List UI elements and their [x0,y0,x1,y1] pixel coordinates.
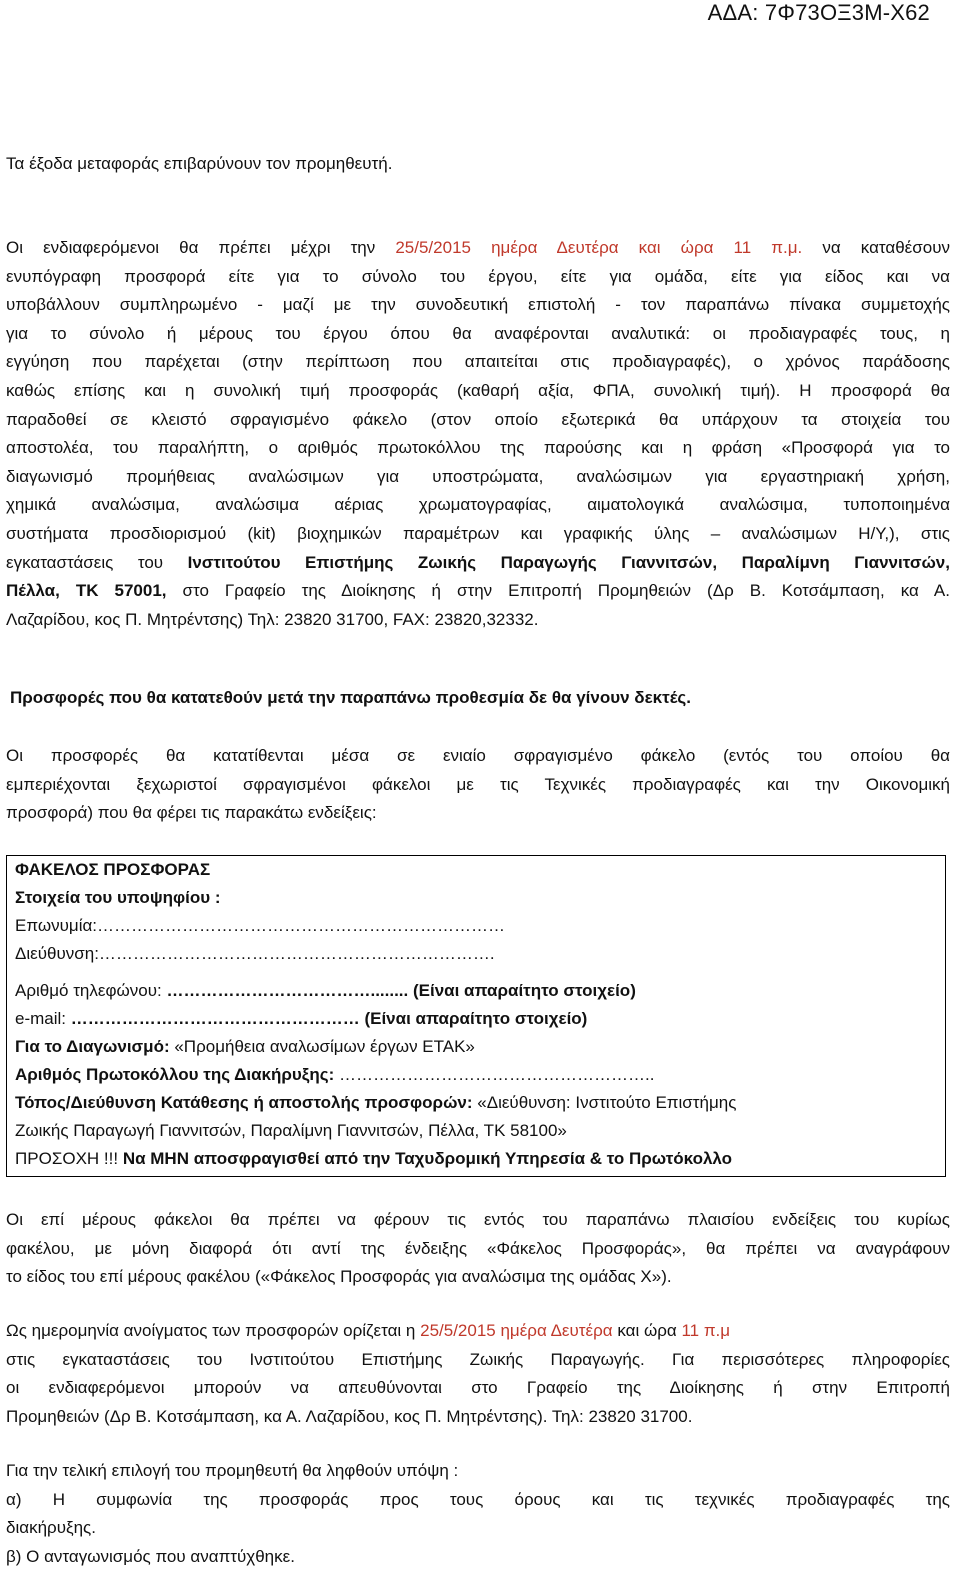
institute-name: Ινστιτούτου Επιστήμης Ζωικής Παραγωγής Γιαννιτσών, Παραλίμνη Γιαννιτσών, [187,552,950,572]
submission-place-field-cont: Ζωικής Παραγωγή Γιαννιτσών, Παραλίμνη Γιαννιτσών, Πέλλα, ΤΚ 58100» [15,1121,567,1140]
attention-note: ΠΡΟΣΟΧΗ !!! Να ΜΗΝ αποσφραγισθεί από την Ταχυδρομική Υπηρεσία & το Πρωτόκολλο [15,1149,733,1168]
protocol-number-field: Αριθμός Πρωτοκόλλου της Διακήρυξης: ……………………………………………….. [15,1065,655,1084]
submission-place-field: Τόπος/Διεύθυνση Κατάθεσης ή αποστολής προσφορών: «Διεύθυνση: Ινστιτούτο Επιστήμης [15,1093,737,1112]
deadline-date: 25/5/2015 ημέρα Δευτέρα και ώρα 11 π.μ. [395,238,803,257]
phone-field: Αριθμό τηλεφώνου: ………………………………........ (Είναι απαραίτητο στοιχείο) [15,981,636,1000]
offer-envelope-box [6,855,946,1177]
submission-paragraph: Οι ενδιαφερόμενοι θα πρέπει μέχρι την 25/5/2015 ημέρα Δευτέρα και ώρα 11 π.μ. να καταθέσουν ενυπόγραφη προσφορά είτε για το σύνολο του έργου, είτε για ομάδα, είτε για είδος και να υποβάλλουν συμπληρωμένο - μαζί με την συνοδευτική επιστολή - τον παραπάνω πίνακα συμμετοχής για το σύνολο ή μέρους του έργου όπου θα αναφέρονται αναλυτικά: οι προδιαγραφές τους, η εγγύηση που παρέχεται (στην περίπτωση που απαιτείται στις προδιαγραφές), ο χρόνος παράδοσης καθώς επίσης και η συνολική τιμή προσφοράς (καθαρή αξία, ΦΠΑ, συνολική τιμή). Η προσφορά θα παραδοθεί σε κλειστό σφραγισμένο φάκελο (στον οποίο εξωτερικά θα υπάρχουν τα στοιχεία του αποστολέα, του παραλήπτη, ο αριθμός πρωτοκόλλου της παρούσης και η φράση «Προσφορά για το διαγωνισμό προμήθειας αναλώσιμων για υποστρώματα, αναλώσιμων για εργαστηριακή χρήση, χημικά αναλώσιμα, αναλώσιμα αέριας χρωματογραφίας, αιματολογικά αναλώσιμα, τυποποιημένα συστήματα προσδιορισμού (kit) βιοχημικών παραμέτρων και γραφικής ύλης – αναλώσιμων Η/Υ,), στις εγκαταστάσεις του Ινστιτούτου Επιστήμης Ζωικής Παραγωγής Γιαννιτσών, Παραλίμνη Γιαννιτσών, Πέλλα, ΤΚ 57001, στο Γραφείο της Διοίκησης ή στην Επιτροπή Προμηθειών (Δρ Β. Κοτσάμπαση, κα Α. Λαζαρίδου, κος Π. Μητρέντσης) Τηλ: 23820 31700, FAX: 23820,32332. [6,238,951,629]
address-field: Διεύθυνση:……………………………………………………………. [15,944,495,963]
ada-code: ΑΔΑ: 7Φ73ΟΞ3Μ-Χ62 [707,0,930,25]
opening-date-paragraph: Ως ημερομηνία ανοίγματος των προσφορών ορίζεται η 25/5/2015 ημέρα Δευτέρα και ώρα 11 π.μ στις εγκαταστάσεις του Ινστιτούτου Επιστήμης Ζωικής Παραγωγής. Για περισσότερες πληροφορίες οι ενδιαφερόμενοι μπορούν να απευθύνονται στο Γραφείο της Διοίκησης ή στην Επιτροπή Προμηθειών (Δρ Β. Κοτσάμπαση, κα Α. Λαζαρίδου, κος Π. Μητρέντσης). Τηλ: 23820 31700. [6,1321,950,1426]
company-name-field: Επωνυμία:……………………………………………………………… [15,916,506,935]
candidate-heading: Στοιχεία του υποψηφίου : [15,888,221,907]
sub-envelopes-paragraph: Οι επί μέρους φάκελοι θα πρέπει να φέρουν τις εντός του παραπάνω πλαισίου ενδείξεις του κυρίως φακέλου, με μόνη διαφορά ότι αντί της ένδειξης «Φάκελος Προσφοράς», θα πρέπει να αναγράφουν το είδος του επί μέρους φακέλου («Φάκελος Προσφοράς για αναλώσιμα της ομάδας Χ»). [6,1210,950,1287]
opening-time: 11 π.μ [681,1321,731,1340]
contest-field: Για το Διαγωνισμό: «Προμήθεια αναλωσίμων έργων ΕΤΑΚ» [15,1037,475,1056]
email-field: e-mail: …………………………………………… (Είναι απαραίτητο στοιχείο) [15,1009,588,1028]
envelope-paragraph: Οι προσφορές θα κατατίθενται μέσα σε ενιαίο σφραγισμένο φάκελο (εντός του οποίου θα εμπεριέχονται ξεχωριστοί σφραγισμένοι φάκελοι με τις Τεχνικές προδιαγραφές και την Οικονομική προσφορά) που θα φέρει τις παρακάτω ενδείξεις: [6,746,950,823]
envelope-title: ΦΑΚΕΛΟΣ ΠΡΟΣΦΟΡΑΣ [15,860,211,879]
opening-date: 25/5/2015 ημέρα Δευτέρα [420,1321,613,1340]
transport-costs-paragraph: Τα έξοδα μεταφοράς επιβαρύνουν τον προμηθευτή. [6,154,393,173]
late-offers-warning: Προσφορές που θα κατατεθούν μετά την παραπάνω προθεσμία δε θα γίνουν δεκτές. [10,688,691,707]
selection-criteria-paragraph: Για την τελική επιλογή του προμηθευτή θα ληφθούν υπόψη : α) Η συμφωνία της προσφοράς προς τους όρους και τις τεχνικές προδιαγραφές της διακήρυξης. β) Ο ανταγωνισμός που αναπτύχθηκε. [6,1461,950,1566]
